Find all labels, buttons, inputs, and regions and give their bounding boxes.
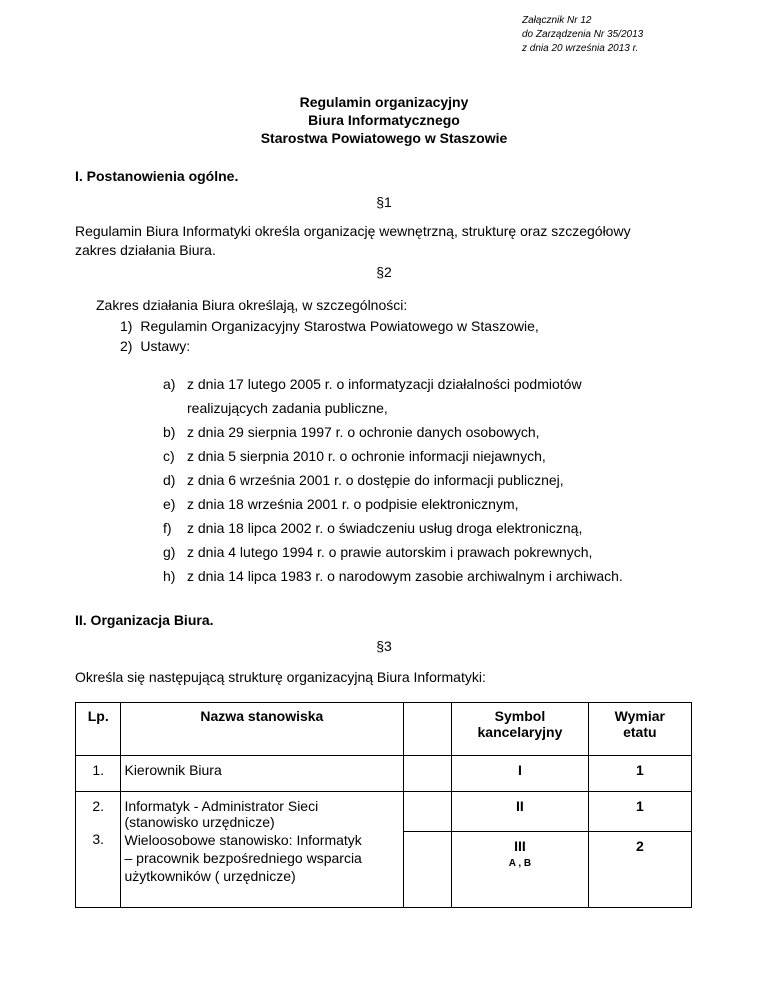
row-symbol: II [452,792,588,832]
header-lp: Lp. [76,703,121,756]
row-gap [404,756,452,792]
law-item-label: h) [163,568,176,584]
table-row [76,756,692,792]
law-item-continuation: realizujących zadania publiczne, [187,400,388,416]
header-symbol-line-2: kancelaryjny [477,724,563,740]
list-item-text: Regulamin Organizacyjny Starostwa Powiatowego w Staszowie, [140,318,539,334]
law-item-text: z dnia 6 września 2001 r. o dostępie do informacji publicznej, [187,472,564,488]
law-item-text: z dnia 4 lutego 1994 r. o prawie autorskim i prawach pokrewnych, [187,544,593,560]
row-name-line-2: – pracownik bezpośredniego wsparcia [124,850,362,866]
row-wymiar: 1 [588,756,691,792]
table-row [76,792,692,832]
list-item-number: 2) [120,338,133,354]
header-wymiar [588,703,691,756]
attachment-line-2: do Zarządzenia Nr 35/2013 [522,29,644,40]
row-name-line-1: Informatyk - Administrator Sieci [124,798,319,814]
row-lp: 2. [76,792,121,832]
table-header-row [76,703,692,756]
paragraph-1-symbol: §1 [376,194,392,210]
law-item [163,470,564,490]
list-item [120,336,190,356]
paragraph-1-text [75,222,631,260]
law-item-text: z dnia 5 sierpnia 2010 r. o ochronie informacji niejawnych, [187,448,546,464]
paragraph-3-text: Określa się następującą strukturę organizacyjną Biura Informatyki: [75,669,486,685]
table-row [76,831,692,907]
paragraph-1-line-1: Regulamin Biura Informatyki określa organizację wewnętrzną, strukturę oraz szczegółowy [75,223,631,239]
law-item-label: c) [163,448,175,464]
header-wymiar-line-2: etatu [623,724,657,740]
section-2-heading: II. Organizacja Biura. [75,612,214,628]
law-item [163,542,592,562]
row-name-line-1: Wieloosobowe stanowisko: Informatyk [124,832,362,848]
law-item [163,374,582,394]
header-symbol-line-1: Symbol [494,708,546,724]
document-title [0,93,768,147]
law-item-label: e) [163,496,176,512]
header-wymiar-line-1: Wymiar [614,708,665,724]
row-symbol: I [452,756,588,792]
organization-table [75,702,692,908]
list-item-number: 1) [120,318,133,334]
row-wymiar: 1 [588,792,691,832]
title-line-1: Regulamin organizacyjny [299,94,469,110]
row-name [121,831,404,907]
header-symbol [452,703,588,756]
law-item-label: g) [163,544,176,560]
title-line-2: Biura Informatycznego [308,112,460,128]
law-item-text: z dnia 17 lutego 2005 r. o informatyzacji działalności podmiotów [187,376,582,392]
row-wymiar: 2 [588,831,691,907]
title-line-3: Starostwa Powiatowego w Staszowie [260,130,508,146]
law-item-label: f) [163,520,172,536]
law-item [163,446,546,466]
law-item-label: d) [163,472,176,488]
row-name: Kierownik Biura [121,756,404,792]
row-name-line-2: (stanowisko urzędnicze) [124,814,275,830]
law-item [163,422,540,442]
row-gap [404,792,452,832]
row-name-line-3: użytkowników ( urzędnicze) [124,868,296,884]
paragraph-3-symbol: §3 [376,638,392,654]
row-symbol-sub: A , B [508,857,532,869]
attachment-line-1: Załącznik Nr 12 [522,15,592,26]
header-gap [404,703,452,756]
paragraph-2-symbol: §2 [376,264,392,280]
section-1-heading: I. Postanowienia ogólne. [75,168,239,184]
attachment-note [522,14,643,56]
law-item-text: z dnia 18 lipca 2002 r. o świadczeniu usług droga elektroniczną, [187,520,583,536]
list-item-text: Ustawy: [140,338,191,354]
row-name [121,792,404,832]
row-lp: 1. [76,756,121,792]
law-item [163,566,623,586]
paragraph-2-intro: Zakres działania Biura określają, w szczególności: [96,297,408,313]
law-item [163,518,582,538]
row-symbol [452,831,588,907]
law-item-label: a) [163,376,176,392]
law-item-text: z dnia 18 września 2001 r. o podpisie elektronicznym, [187,496,519,512]
paragraph-1-line-2: zakres działania Biura. [75,242,216,258]
row-gap [404,831,452,907]
law-item-label: b) [163,424,176,440]
header-name: Nazwa stanowiska [121,703,404,756]
row-symbol-main: III [514,837,526,854]
row-lp: 3. [76,831,121,907]
law-item-text: z dnia 14 lipca 1983 r. o narodowym zasobie archiwalnym i archiwach. [187,568,623,584]
law-item-text: z dnia 29 sierpnia 1997 r. o ochronie danych osobowych, [187,424,540,440]
attachment-line-3: z dnia 20 września 2013 r. [522,43,639,54]
list-item [120,316,539,336]
law-item [163,494,519,514]
